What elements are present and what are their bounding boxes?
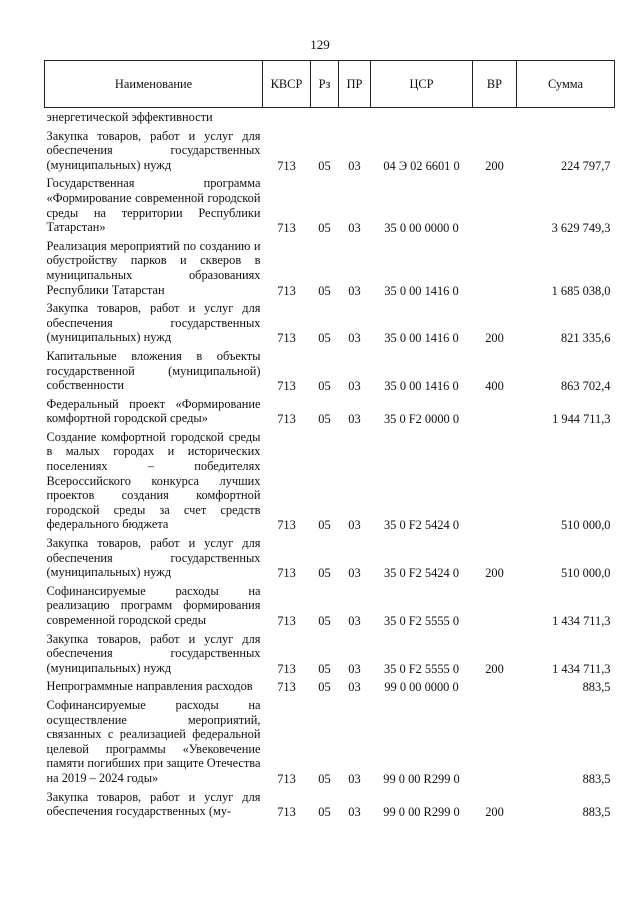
row-name: Закупка товаров, работ и услуг для обеспечения государственных (му-	[46, 789, 261, 819]
header-name: Наименование	[45, 61, 263, 108]
row-vr: 400	[485, 379, 504, 394]
row-pr: 03	[348, 379, 361, 394]
row-vr: 200	[485, 331, 504, 346]
row-kvsr: 713	[277, 379, 296, 394]
table-row	[45, 427, 615, 533]
row-csr: 35 0 00 1416 0	[384, 379, 459, 394]
row-sum	[517, 108, 615, 126]
row-name: Софинансируемые расходы на реализацию программ формирования современной городской среды	[46, 583, 261, 627]
row-sum: 3 629 749,3	[551, 221, 611, 236]
table-row	[45, 108, 615, 126]
row-pr: 03	[348, 805, 361, 820]
row-pr: 03	[348, 331, 361, 346]
table-row	[45, 676, 615, 695]
table-row	[45, 126, 615, 174]
row-sum: 863 702,4	[560, 379, 611, 394]
row-sum: 1 434 711,3	[552, 614, 611, 628]
row-kvsr: 713	[277, 331, 296, 346]
row-kvsr: 713	[277, 614, 296, 628]
table-body	[45, 108, 615, 820]
page-number: 129	[310, 37, 330, 52]
row-kvsr: 713	[277, 805, 296, 820]
row-vr: 200	[485, 158, 504, 173]
row-csr: 35 0 F2 5424 0	[383, 566, 460, 581]
table-row	[45, 298, 615, 346]
row-pr: 03	[348, 283, 361, 298]
row-vr: 200	[485, 661, 504, 676]
row-sum: 883,5	[582, 680, 611, 695]
table-header	[45, 61, 615, 108]
row-csr: 35 0 F2 0000 0	[383, 412, 460, 427]
row-kvsr	[263, 108, 311, 126]
budget-table	[44, 60, 615, 820]
row-rz: 05	[318, 614, 331, 628]
row-rz: 05	[318, 283, 331, 298]
row-sum: 1 685 038,0	[551, 283, 611, 298]
row-csr: 35 0 00 1416 0	[384, 331, 459, 346]
row-rz	[311, 108, 339, 126]
row-kvsr: 713	[277, 158, 296, 173]
row-pr: 03	[348, 614, 361, 628]
row-rz: 05	[318, 518, 331, 533]
row-name: Закупка товаров, работ и услуг для обеспечения государственных (муниципальных) нужд	[46, 631, 261, 675]
table-row	[45, 394, 615, 427]
table-row	[45, 581, 615, 629]
row-pr: 03	[348, 680, 361, 695]
row-sum: 1 944 711,3	[552, 412, 611, 427]
row-name: Капитальные вложения в объекты государственной (муниципальной) собственности	[46, 348, 261, 393]
row-csr: 04 Э 02 6601 0	[383, 158, 460, 173]
row-kvsr: 713	[277, 221, 296, 236]
table-row	[45, 533, 615, 581]
row-csr: 99 0 00 0000 0	[384, 680, 459, 695]
row-csr: 35 0 F2 5555 0	[383, 614, 460, 628]
row-sum: 510 000,0	[560, 566, 611, 581]
row-rz: 05	[318, 412, 331, 427]
row-pr: 03	[348, 412, 361, 427]
row-rz: 05	[318, 158, 331, 173]
row-sum: 1 434 711,3	[552, 661, 611, 676]
row-kvsr: 713	[277, 412, 296, 427]
row-vr	[473, 581, 517, 629]
row-name: Софинансируемые расходы на осуществление мероприятий, связанных с реализацией федеральной целевой программы «Увековечение памяти погибших при защите Отечества на 2019 – 2024 годы»	[46, 697, 261, 785]
header-csr: ЦСР	[371, 61, 473, 108]
row-kvsr: 713	[277, 566, 296, 581]
row-vr	[473, 695, 517, 787]
row-pr: 03	[348, 661, 361, 676]
row-vr	[473, 236, 517, 298]
row-csr: 99 0 00 R299 0	[383, 805, 460, 820]
row-sum: 883,5	[582, 771, 611, 786]
row-kvsr: 713	[277, 771, 296, 786]
row-vr	[473, 676, 517, 695]
row-pr: 03	[348, 771, 361, 786]
row-vr: 200	[485, 566, 504, 581]
row-vr	[473, 394, 517, 427]
row-rz: 05	[318, 379, 331, 394]
header-sum: Сумма	[517, 61, 615, 108]
header-kvsr: КВСР	[263, 61, 311, 108]
row-name: энергетической эффективности	[45, 108, 263, 126]
row-csr: 99 0 00 R299 0	[383, 771, 460, 786]
header-pr: ПР	[339, 61, 371, 108]
row-name: Реализация мероприятий по созданию и обустройству парков и скверов в муниципальных образованиях Республики Татарстан	[46, 238, 261, 297]
row-csr	[371, 108, 473, 126]
header-vr: ВР	[473, 61, 517, 108]
row-name: Закупка товаров, работ и услуг для обеспечения государственных (муниципальных) нужд	[46, 536, 261, 580]
row-name: Непрограммные направления расходов	[46, 679, 253, 694]
row-vr	[473, 427, 517, 533]
row-csr: 35 0 F2 5555 0	[383, 661, 460, 676]
row-name: Закупка товаров, работ и услуг для обеспечения государственных (муниципальных) нужд	[46, 128, 261, 172]
row-csr: 35 0 00 0000 0	[384, 221, 459, 236]
row-csr: 35 0 F2 5424 0	[383, 518, 460, 533]
row-pr: 03	[348, 158, 361, 173]
row-vr	[473, 108, 517, 126]
row-sum: 510 000,0	[560, 518, 611, 533]
row-kvsr: 713	[277, 518, 296, 533]
row-rz: 05	[318, 680, 331, 695]
row-rz: 05	[318, 221, 331, 236]
row-name: Закупка товаров, работ и услуг для обеспечения государственных (муниципальных) нужд	[46, 301, 261, 345]
table-row	[45, 629, 615, 677]
table-row	[45, 236, 615, 298]
row-kvsr: 713	[277, 283, 296, 298]
row-rz: 05	[318, 805, 331, 820]
row-sum: 821 335,6	[560, 331, 611, 346]
row-pr: 03	[348, 518, 361, 533]
row-rz: 05	[318, 566, 331, 581]
row-vr: 200	[485, 805, 504, 820]
row-vr	[473, 173, 517, 235]
table-row	[45, 695, 615, 787]
row-pr: 03	[348, 221, 361, 236]
row-kvsr: 713	[277, 680, 296, 695]
row-rz: 05	[318, 771, 331, 786]
row-name: Государственная программа «Формирование современной городской среды на территории Республики Татарстан»	[46, 176, 261, 235]
table-row	[45, 787, 615, 820]
table-row	[45, 173, 615, 235]
table-row	[45, 346, 615, 394]
row-rz: 05	[318, 661, 331, 676]
row-pr	[339, 108, 371, 126]
row-pr: 03	[348, 566, 361, 581]
row-sum: 883,5	[582, 805, 611, 820]
row-name: Создание комфортной городской среды в малых городах и исторических поселениях – победителях Всероссийского конкурса лучших проектов создания комфортной городской среды за счет средств федерального бюджета	[46, 429, 261, 532]
row-csr: 35 0 00 1416 0	[384, 283, 459, 298]
header-rz: Рз	[311, 61, 339, 108]
row-sum: 224 797,7	[560, 158, 611, 173]
row-name: Федеральный проект «Формирование комфортной городской среды»	[46, 396, 261, 426]
row-kvsr: 713	[277, 661, 296, 676]
row-rz: 05	[318, 331, 331, 346]
